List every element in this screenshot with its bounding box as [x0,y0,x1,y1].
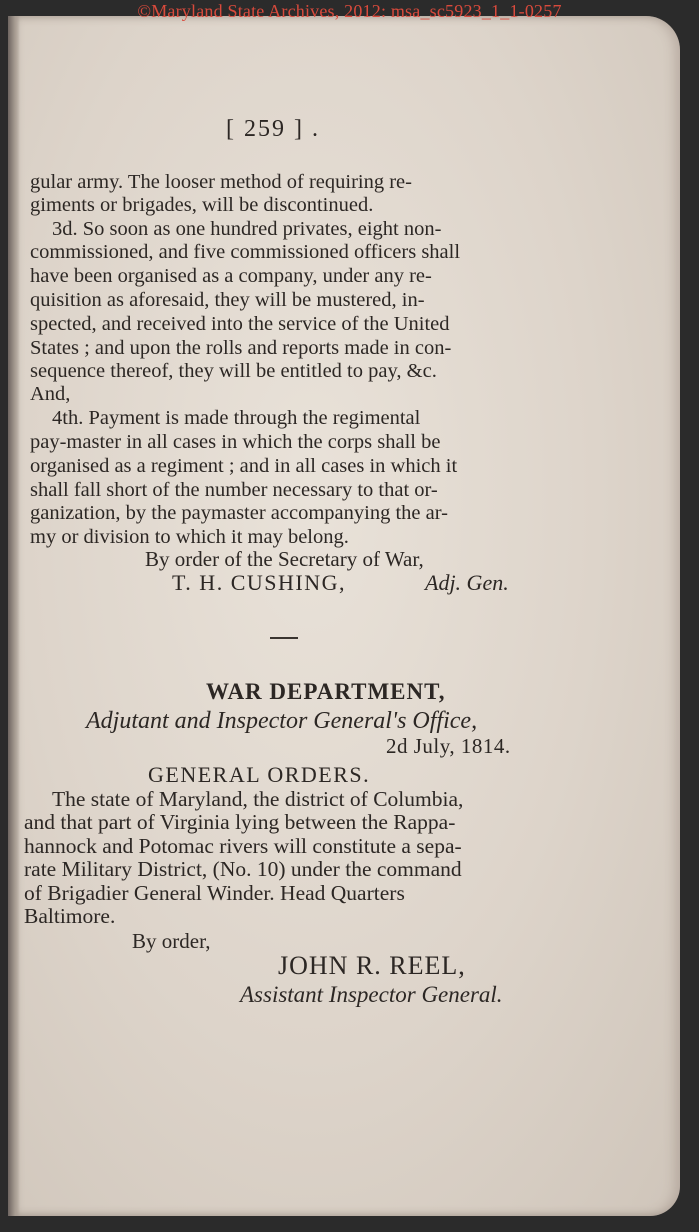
signer-name: JOHN R. REEL, [278,951,466,980]
section-divider [270,637,298,639]
page-spine-edge [8,16,20,1216]
text-line: sequence thereof, they will be entitled to pay, &c. [30,360,437,382]
order-date: 2d July, 1814. [386,734,511,758]
text-line: organised as a regiment ; and in all cases in which it [30,455,458,477]
office-line: Adjutant and Inspector General's Office, [86,708,478,734]
text-line: 4th. Payment is made through the regimental [52,407,421,429]
by-order-line: By order of the Secretary of War, [145,547,424,571]
text-line: The state of Maryland, the district of Columbia, [52,787,464,811]
text-line: my or division to which it may belong. [30,526,349,548]
text-line: commissioned, and five commissioned officers shall [30,241,461,263]
orders-title: GENERAL ORDERS. [148,762,371,787]
signer-title: Adj. Gen. [425,570,509,595]
text-line: rate Military District, (No. 10) under the command [24,857,462,881]
text-line: hannock and Potomac rivers will constitute a sepa- [24,834,462,858]
text-line: of Brigadier General Winder. Head Quarters [24,881,405,905]
text-line: giments or brigades, will be discontinued. [30,194,374,216]
text-line: gular army. The looser method of requiring re- [30,171,412,193]
text-line: And, [30,383,71,405]
text-line: Baltimore. [24,904,116,928]
department-heading: WAR DEPARTMENT, [206,679,446,704]
text-line: have been organised as a company, under any re- [30,265,432,287]
text-line: shall fall short of the number necessary to that or- [30,479,438,501]
text-line: 3d. So soon as one hundred privates, eight non- [52,218,442,240]
by-order-line: By order, [132,929,211,953]
text-line: and that part of Virginia lying between the Rappa- [24,810,456,834]
text-line: ganization, by the paymaster accompanying the ar- [30,502,448,524]
text-line: pay-master in all cases in which the corps shall be [30,431,441,453]
signer-title: Assistant Inspector General. [240,982,503,1007]
text-line: spected, and received into the service of the United [30,313,450,335]
signer-name: T. H. CUSHING, [172,570,346,595]
text-line: quisition as aforesaid, they will be mustered, in- [30,289,425,311]
text-line: States ; and upon the rolls and reports made in con- [30,337,452,359]
archive-watermark: ©Maryland State Archives, 2012: msa_sc5923_1_1-0257 [137,1,562,21]
page-number: [ 259 ] . [226,116,320,142]
